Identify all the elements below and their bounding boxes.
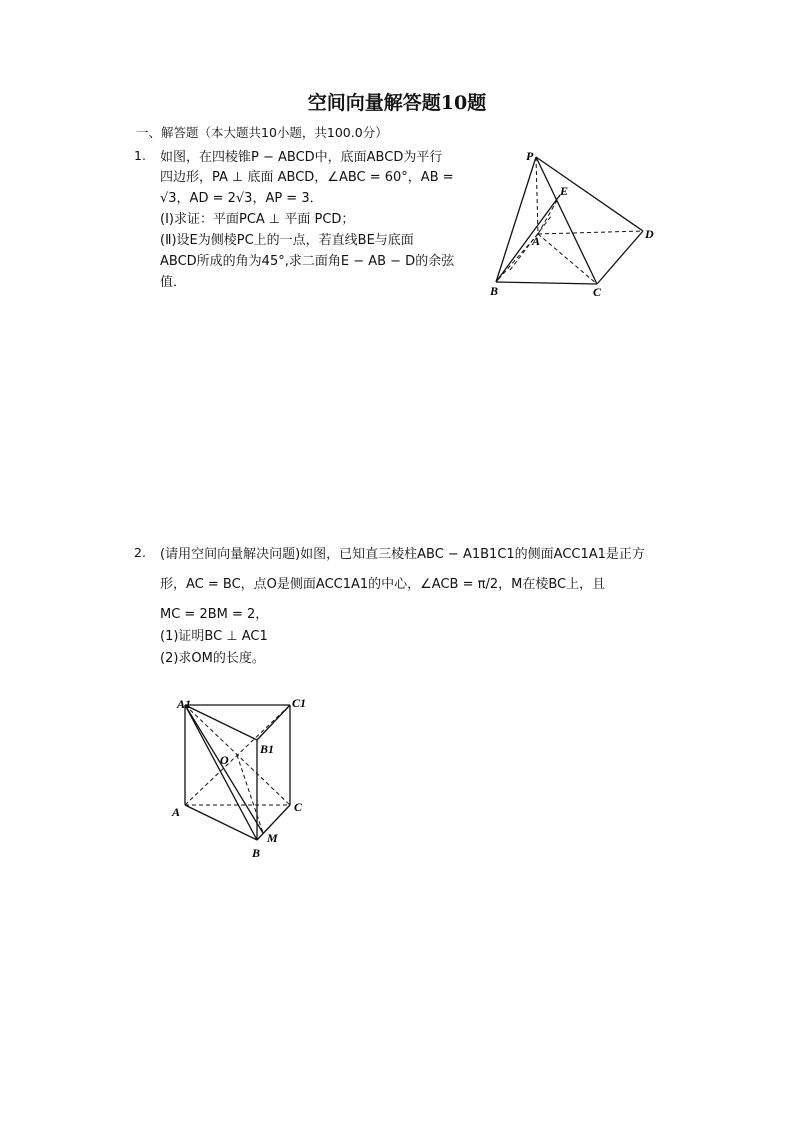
label-B: B	[252, 846, 261, 860]
label-E: E	[560, 184, 569, 198]
page-title: 空间向量解答题10题	[307, 92, 487, 114]
question-2-line-1: (请用空间向量解决问题)如图，已知直三棱柱ABC − A1B1C1的侧面ACC1A1是正方	[160, 547, 645, 562]
question-2-line-5: (2)求OM的长度。	[160, 651, 265, 666]
label-A: A	[532, 234, 541, 248]
edge-CD	[597, 231, 643, 284]
question-2-line-2: 形，AC = BC，点O是侧面ACC1A1的中心，∠ACB = π/2，M在棱BC上，且	[160, 577, 606, 592]
edge-AC	[538, 234, 597, 284]
question-1-line-6: ABCD所成的角为45°,求二面角E − AB − D的余弦	[160, 254, 455, 269]
edge-BE-dash	[510, 215, 552, 270]
question-1-line-3: √3，AD = 2√3，AP = 3．	[160, 191, 323, 206]
question-1-number: 1.	[134, 148, 146, 163]
pyramid-figure	[480, 145, 670, 305]
question-1-line-1: 如图，在四棱锥P − ABCD中，底面ABCD为平行	[160, 150, 443, 165]
edge-BC	[496, 282, 597, 284]
label-O: O	[220, 753, 229, 767]
edge-PA	[536, 157, 538, 234]
edge-AE	[538, 195, 560, 234]
label-A: A	[172, 805, 181, 819]
edge-PB	[496, 157, 536, 282]
question-1-line-7: 值．	[160, 275, 187, 290]
edge-BE	[496, 195, 560, 282]
label-C1: C1	[292, 696, 307, 710]
edge-B1C1	[257, 705, 290, 740]
edge-PD	[536, 157, 643, 231]
edge-OM	[237, 755, 263, 833]
question-2-line-4: (1)证明BC ⊥ AC1	[160, 629, 268, 644]
label-M: M	[267, 831, 278, 845]
question-1-line-5: (Ⅱ)设E为侧棱PC上的一点，若直线BE与底面	[160, 233, 414, 248]
question-1-line-4: (Ⅰ)求证：平面PCA ⊥ 平面 PCD；	[160, 212, 355, 227]
question-1-line-2: 四边形，PA ⊥ 底面 ABCD，∠ABC = 60°，AB =	[160, 170, 454, 185]
question-2-number: 2.	[134, 545, 146, 560]
label-C: C	[294, 800, 303, 814]
question-2-line-3: MC = 2BM = 2，	[160, 607, 269, 622]
edge-A1B	[185, 705, 257, 840]
label-B: B	[490, 284, 499, 298]
edge-AB	[185, 805, 257, 840]
label-B1: B1	[260, 742, 275, 756]
prism-figure	[165, 690, 325, 865]
label-P: P	[526, 149, 534, 163]
label-A1: A1	[177, 697, 192, 711]
edge-AD	[538, 231, 643, 234]
label-C: C	[593, 285, 602, 299]
section-heading: 一、解答题（本大题共10小题，共100.0分）	[136, 125, 388, 140]
label-D: D	[645, 227, 654, 241]
